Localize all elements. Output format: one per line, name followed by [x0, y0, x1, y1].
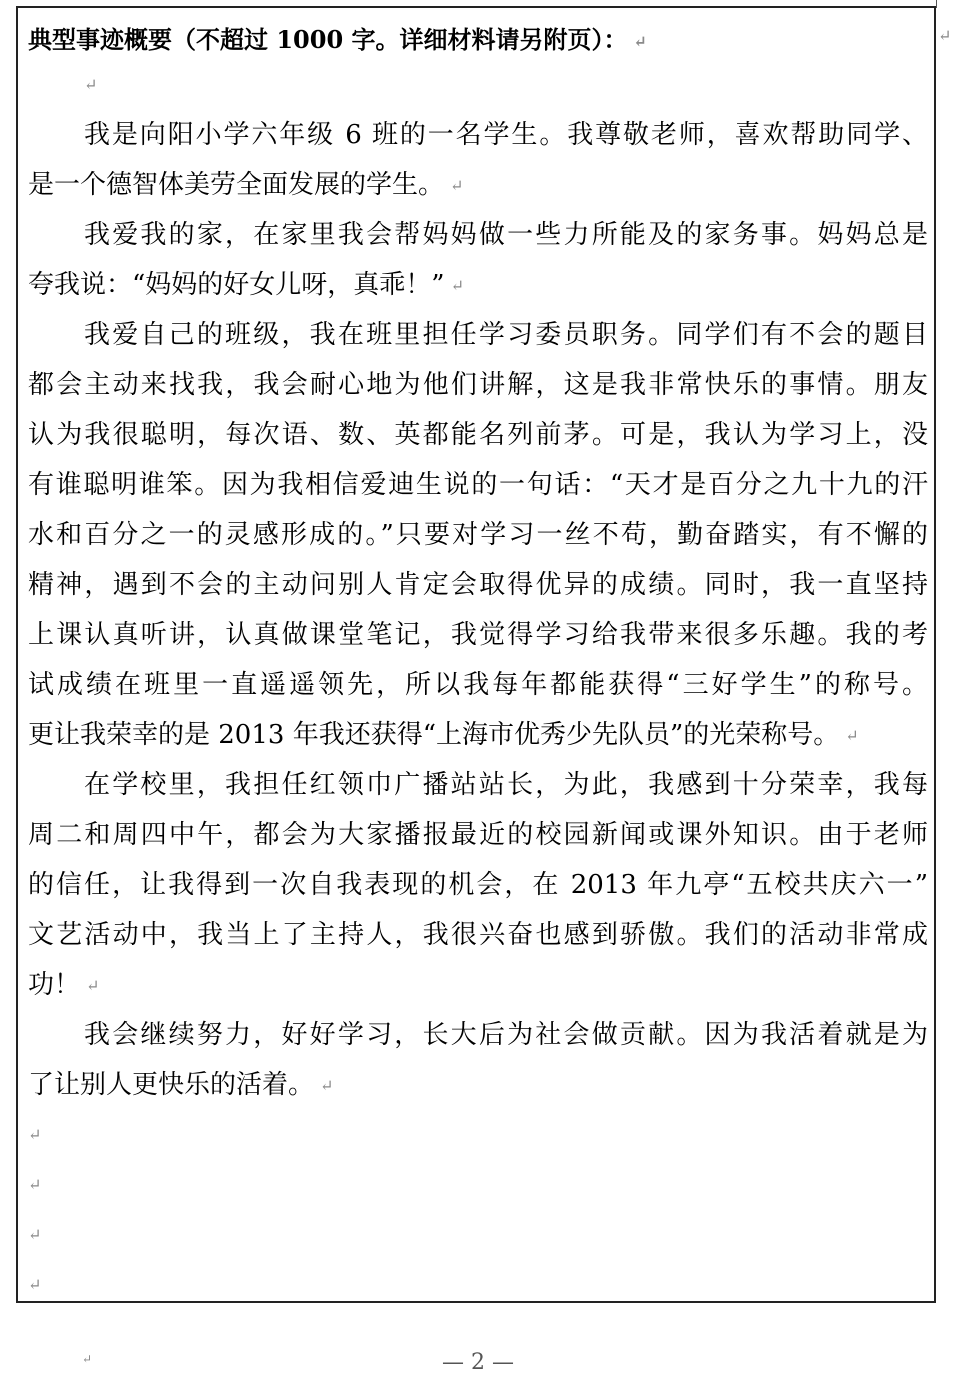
paragraph-line	[28, 710, 928, 760]
paragraph-line: 试成绩在班里一直遥遥领先，所以我每年都能获得“三好学生”的称号。	[28, 670, 928, 700]
paragraph-mark: ↵	[845, 726, 859, 745]
line-text: 夸我说：“妈妈的好女儿呀，真乖！”	[28, 270, 445, 300]
table-rule	[936, 0, 937, 8]
paragraph-line	[28, 960, 928, 1010]
paragraph-line: 文艺活动中，我当上了主持人，我很兴奋也感到骄傲。我们的活动非常成	[28, 920, 928, 950]
line-text: 是一个德智体美劳全面发展的学生。	[28, 170, 445, 200]
summary-content[interactable]	[28, 20, 928, 1310]
paragraph-line: 认为我很聪明，每次语、数、英都能名列前茅。可是，我认为学习上，没	[28, 420, 928, 450]
paragraph-mark: ↵	[28, 1275, 42, 1294]
paragraph-line: 在学校里，我担任红领巾广播站站长，为此，我感到十分荣幸，我每	[84, 770, 928, 800]
empty-paragraph	[28, 1110, 928, 1160]
paragraph-line: 我爱我的家，在家里我会帮妈妈做一些力所能及的家务事。妈妈总是	[84, 220, 928, 250]
line-text: 了让别人更快乐的活着。	[28, 1070, 315, 1100]
paragraph-line: 的信任，让我得到一次自我表现的机会，在 2013 年九亭“五校共庆六一”	[28, 870, 928, 900]
paragraph-line: 我会继续努力，好好学习，长大后为社会做贡献。因为我活着就是为	[84, 1020, 928, 1050]
paragraph-mark: ↵	[28, 1175, 42, 1194]
paragraph-line: 水和百分之一的灵感形成的。”只要对学习一丝不苟，勤奋踏实，有不懈的	[28, 520, 928, 550]
paragraph-mark: ↵	[450, 176, 464, 195]
paragraph-line: 我爱自己的班级，我在班里担任学习委员职务。同学们有不会的题目	[84, 320, 928, 350]
heading-text: 典型事迹概要（不超过 1000 字。详细材料请另附页）：	[28, 25, 628, 54]
paragraph-line: 都会主动来找我，我会耐心地为他们讲解，这是我非常快乐的事情。朋友	[28, 370, 928, 400]
paragraph-line: 上课认真听讲，认真做课堂笔记，我觉得学习给我带来很多乐趣。我的考	[28, 620, 928, 650]
paragraph-mark: ↵	[633, 31, 647, 51]
paragraph-mark: ↵	[320, 1076, 334, 1095]
empty-paragraph	[28, 60, 928, 110]
empty-paragraph	[28, 1160, 928, 1210]
empty-paragraph	[28, 1210, 928, 1260]
paragraph-mark: ↵	[28, 1125, 42, 1144]
paragraph-line: 我是向阳小学六年级 6 班的一名学生。我尊敬老师，喜欢帮助同学、	[84, 120, 928, 150]
paragraph-mark: ↵	[84, 75, 98, 94]
paragraph-mark: ↵	[82, 1352, 93, 1366]
page-number: — 2 —	[442, 1350, 514, 1375]
paragraph-line: 有谁聪明谁笨。因为我相信爱迪生说的一句话：“天才是百分之九十九的汗	[28, 470, 928, 500]
paragraph-line: 周二和周四中午，都会为大家播报最近的校园新闻或课外知识。由于老师	[28, 820, 928, 850]
paragraph-mark: ↵	[28, 1225, 42, 1244]
paragraph-line	[28, 160, 928, 210]
line-text: 功！	[28, 970, 81, 1000]
line-text: 更让我荣幸的是 2013 年我还获得“上海市优秀少先队员”的光荣称号。	[28, 720, 840, 750]
paragraph-mark: ↵	[450, 276, 464, 295]
empty-paragraph	[28, 1260, 928, 1310]
paragraph-line: 精神，遇到不会的主动问别人肯定会取得优异的成绩。同时，我一直坚持	[28, 570, 928, 600]
summary-heading	[28, 20, 928, 60]
paragraph-line	[28, 260, 928, 310]
paragraph-mark: ↵	[86, 976, 100, 995]
paragraph-line	[28, 1060, 928, 1110]
paragraph-mark: ↵	[938, 26, 952, 45]
